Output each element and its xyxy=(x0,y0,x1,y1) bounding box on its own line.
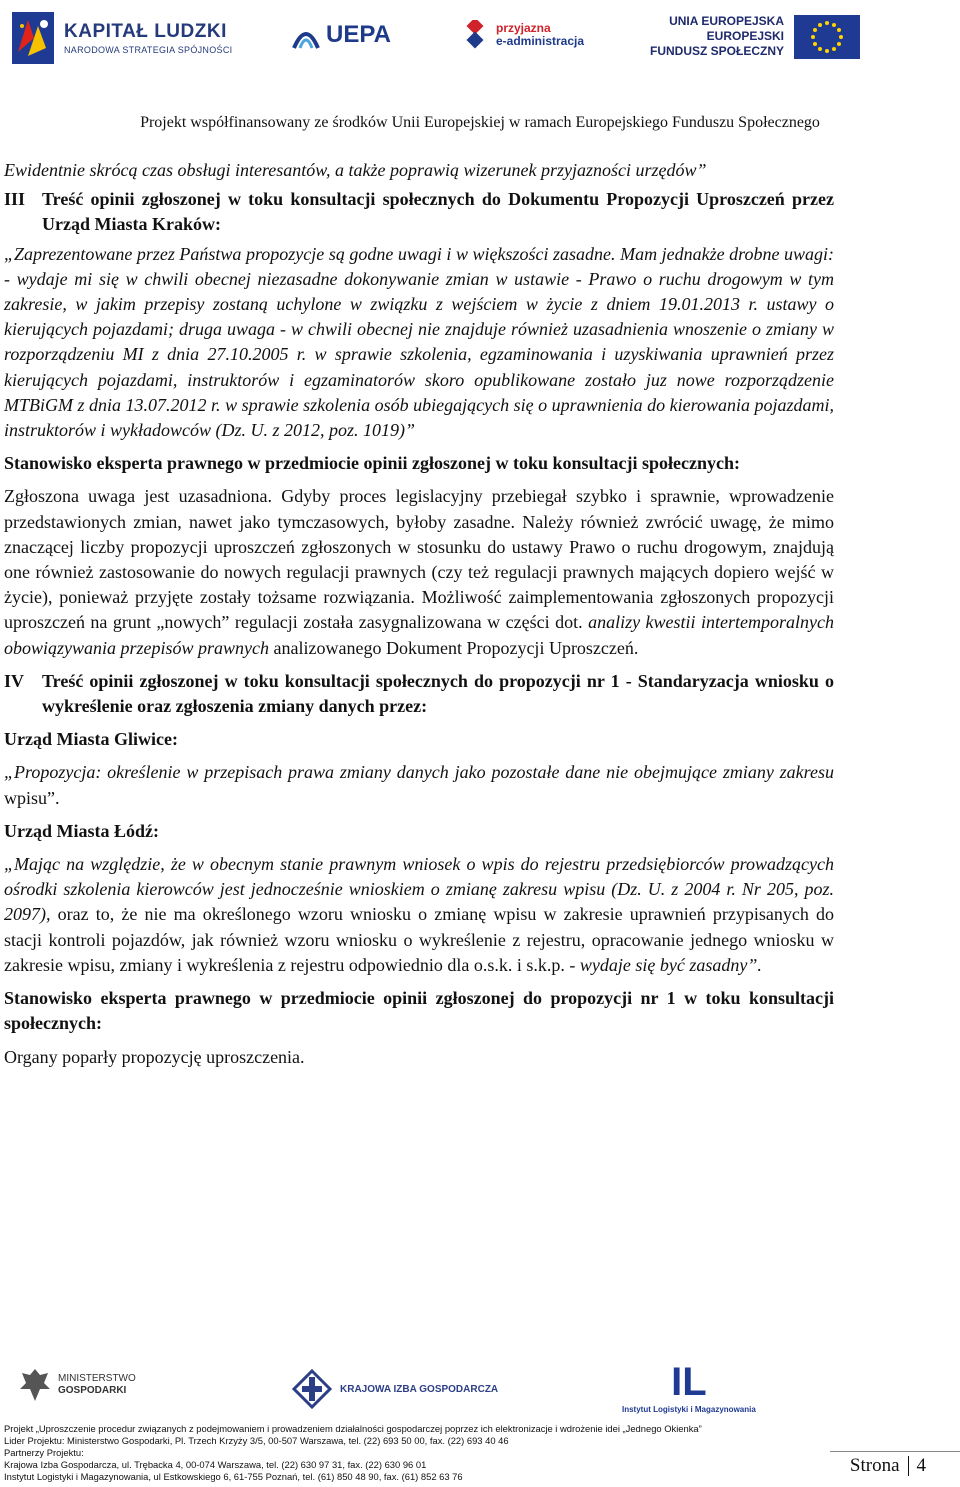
uepa-emblem-icon xyxy=(292,18,320,52)
footer-line-4: Krajowa Izba Gospodarcza, ul. Trębacka 4, 00-074 Warszawa, tel. (22) 630 97 31, fax. (22) 630 96 01 xyxy=(4,1458,427,1470)
expert-position-2-text: Organy poparły propozycję uproszczenia. xyxy=(4,1046,305,1067)
lodz-opinion-quote xyxy=(4,852,834,978)
expert-position-1-text xyxy=(4,484,834,660)
ilim-logo xyxy=(622,1361,756,1414)
lodz-heading: Urząd Miasta Łódź: xyxy=(4,820,159,841)
intro-quote-end: Ewidentnie skrócą czas obsługi interesantów, a także poprawią wizerunek przyjazności urzędów” xyxy=(4,160,707,180)
page-label: Strona xyxy=(849,1455,900,1476)
ilim-name: Instytut Logistyki i Magazynowania xyxy=(622,1405,756,1414)
ue-line2: EUROPEJSKI xyxy=(706,29,785,43)
logo-row xyxy=(0,10,960,70)
gliwice-opinion-quote xyxy=(4,760,834,810)
expert-position-1-text-a: Zgłoszona uwaga jest uzasadniona. Gdyby proces legislacyjny przebiegał szybko i sprawnie, wprowadzenie przedstawionych zmian, nawet jako tymczasowych, byłoby zasadne. Należy również zwrócić uwagę, że mimo znaczącej liczby propozycji uproszczeń zgłoszonych w stosunku do ustawy Prawo o ruchu drogowym, znajdują one również zastosowanie do nowych regulacji prawnych (czy też regulacji prawnych mających dopiero wejść w życie), ponieważ przyjęte zostały tożsame rozwiązania. Możliwość zaimplementowania zgłoszonych propozycji uproszczeń na grunt „nowych” regulacji została zasygnalizowana w części dot. xyxy=(4,486,834,633)
lodz-quote-end: - wydaje się być zasadny”. xyxy=(564,954,762,975)
kig-name: KRAJOWA IZBA GOSPODARCZA xyxy=(340,1383,499,1395)
kig-logo xyxy=(292,1369,498,1409)
expert-position-2-heading: Stanowisko eksperta prawnego w przedmiocie opinii zgłoszonej do propozycji nr 1 w toku konsultacji społecznych: xyxy=(4,988,834,1034)
page-number xyxy=(850,1455,926,1477)
section-3-number: III xyxy=(4,189,26,210)
krakow-opinion-quote: „Zaprezentowane przez Państwa propozycje są godne uwagi i w większości zasadne. Mam jednakże drobne uwagi: - wydaje mi się w chwili obecnej niezasadne dokonywanie zmian w ustawie - Prawo o ruchu drogowym w tym zakresie, w jakim przepisy zostaną uchylone w związku z wejściem w życie z dniem 19.01.2013 r. ustawy o kierujących pojazdami; druga uwaga - w chwili obecnej nie znajduje również uzasadnienia wnoszenie o zmiany w rozporządzeniu MI z dnia 27.10.2005 r. w sprawie szkolenia, egzaminowania i uzyskiwania uprawnień przez kierujących pojazdami, instruktorów i egzaminatorów skoro opublikowane zostało juz nowe rozporządzenie MTBiGM z dnia 13.07.2012 r. w sprawie szkolenia osób ubiegających się o uprawnienia do kierowania pojazdami, instruktorów i wykładowców (Dz. U. z 2012, poz. 1019)” xyxy=(4,243,834,441)
section-4-heading xyxy=(4,669,834,719)
gliwice-quote-tail: wpisu”. xyxy=(4,787,60,808)
e-administracja-line2: e-administracja xyxy=(496,34,585,48)
footer-line-2: Lider Projektu: Ministerstwo Gospodarki, Pl. Trzech Krzyży 3/5, 00-507 Warszawa, tel. (22) 693 50 00, fax. (22) 693 40 46 xyxy=(4,1434,509,1446)
expert-position-1-heading: Stanowisko eksperta prawnego w przedmiocie opinii zgłoszonej w toku konsultacji społecznych: xyxy=(4,453,741,474)
lodz-quote-mid: oraz to, że nie ma określonego wzoru wniosku o zmianę wpisu w zakresie uprawnień przypisanych do stacji kontroli pojazdów, jak również wzoru wniosku o wykreślenie z rejestru, opracowanie jednego wniosku w zakresie wpisu, zmiany i wykreślenia z rejestru odpowiednio dla o.s.k. i s.k.p. xyxy=(4,904,834,975)
page-footer xyxy=(0,1355,960,1487)
polish-eagle-icon xyxy=(18,1365,52,1405)
page-header xyxy=(0,0,960,150)
gliwice-quote-italic: „Propozycja: określenie w przepisach prawa zmiany danych jako pozostałe dane nie obejmujące zmiany zakresu xyxy=(4,762,834,783)
mg-line2: GOSPODARKI xyxy=(58,1385,127,1396)
kapital-ludzki-subtitle: NARODOWA STRATEGIA SPÓJNOŚCI xyxy=(64,45,233,55)
gliwice-heading: Urząd Miasta Gliwice: xyxy=(4,729,178,750)
footer-line-3: Partnerzy Projektu: xyxy=(4,1446,84,1458)
mg-line1: MINISTERSTWO xyxy=(58,1373,136,1384)
ministerstwo-gospodarki-logo xyxy=(18,1365,136,1405)
kig-emblem-icon xyxy=(292,1369,332,1409)
uepa-logo xyxy=(292,18,391,52)
expert-position-1-text-b: analizowanego Dokument Propozycji Uproszczeń. xyxy=(269,637,639,658)
footer-line-1: Projekt „Uproszczenie procedur związanych z podejmowaniem i prowadzeniem działalności gospodarczej poprzez ich elektronizacje i wdrożenie idei „Jednego Okienka” xyxy=(4,1423,702,1434)
eu-flag-icon xyxy=(794,15,860,59)
uepa-title: UEPA xyxy=(326,21,391,48)
section-3-title: Treść opinii zgłoszonej w toku konsultacji społecznych do Dokumentu Propozycji Uproszczeń przez Urząd Miasta Kraków: xyxy=(42,189,834,235)
section-4-number: IV xyxy=(4,670,25,691)
page-number-value: 4 xyxy=(916,1455,926,1476)
page-number-rule xyxy=(830,1451,960,1452)
ilim-mark: IL xyxy=(671,1360,707,1404)
document-body xyxy=(4,158,834,1070)
expert-position-1-text-italic: analizy kwestii intertemporalnych obowiązywania przepisów prawnych xyxy=(4,612,834,658)
e-administracja-emblem-icon xyxy=(460,20,490,50)
section-4-title: Treść opinii zgłoszonej w toku konsultacji społecznych do propozycji nr 1 - Standaryzacja wniosku o wykreślenie oraz zgłoszenia zmiany danych przez: xyxy=(42,670,834,717)
footer-line-5: Instytut Logistyki i Magazynowania, ul Estkowskiego 6, 61-755 Poznań, tel. (61) 850 48 90, fax. (61) 852 63 76 xyxy=(4,1470,463,1482)
e-administracja-logo xyxy=(460,20,584,50)
unia-europejska-logo xyxy=(650,14,860,59)
e-administracja-line1: przyjazna xyxy=(496,21,551,35)
ue-line1: UNIA EUROPEJSKA xyxy=(669,14,785,28)
lodz-quote-italic: „Mając na względzie, że w obecnym stanie prawnym wniosek o wpis do rejestru przedsiębiorców prowadzących ośrodki szkolenia kierowców jest jednocześnie wnioskiem o zmianę zakresu wpisu (Dz. U. z 2004 r. Nr 205, poz. 2097), xyxy=(4,854,834,925)
cofinancing-banner: Projekt współfinansowany ze środków Unii Europejskiej w ramach Europejskiego Funduszu Społecznego xyxy=(140,114,820,131)
page-number-divider xyxy=(908,1456,909,1476)
section-3-heading xyxy=(4,187,834,237)
kapital-ludzki-title: KAPITAŁ LUDZKI xyxy=(64,21,227,42)
footer-project-info xyxy=(4,1423,844,1483)
kapital-ludzki-emblem-icon xyxy=(12,12,54,64)
ue-line3: FUNDUSZ SPOŁECZNY xyxy=(650,44,785,58)
kapital-ludzki-logo xyxy=(12,12,232,64)
